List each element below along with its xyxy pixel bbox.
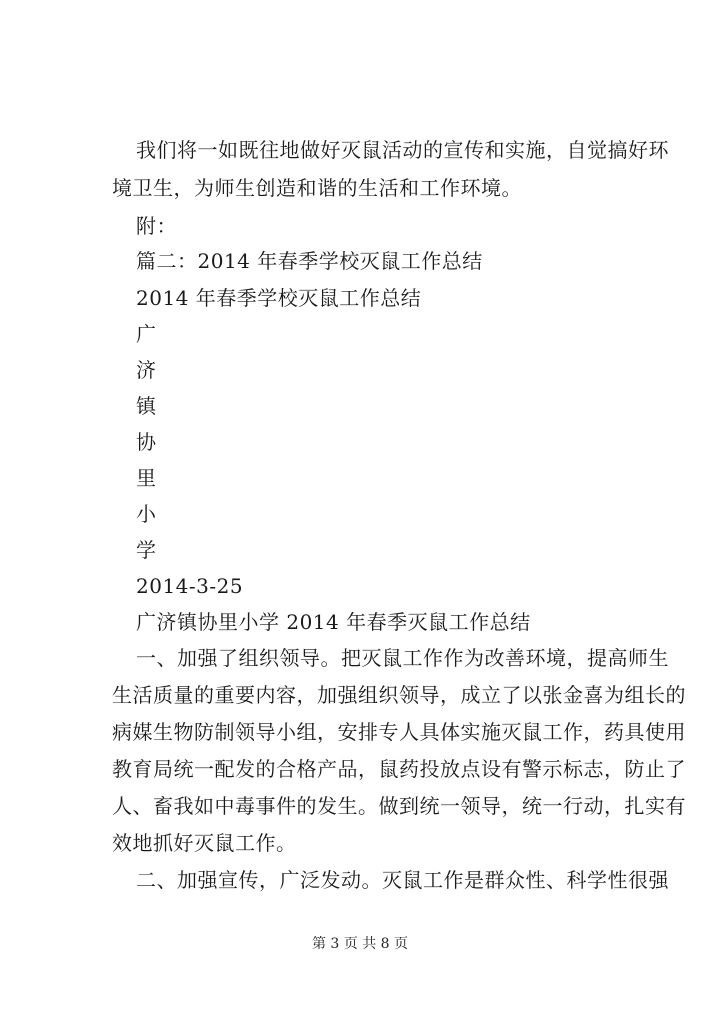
paragraph-line: 教育局统一配发的合格产品，鼠药投放点设有警示标志，防止了 <box>112 757 686 781</box>
paragraph-line: 我们将一如既往地做好灭鼠活动的宣传和实施，自觉搞好环 <box>136 138 669 162</box>
paragraph-line: 境卫生，为师生创造和谐的生活和工作环境。 <box>112 176 522 200</box>
vertical-char: 镇 <box>136 394 157 418</box>
vertical-char: 里 <box>136 466 157 490</box>
section-heading: 篇二：2014 年春季学校灭鼠工作总结 <box>136 249 483 273</box>
vertical-char: 协 <box>136 430 157 454</box>
vertical-char: 学 <box>136 538 157 562</box>
paragraph-line: 人、畜我如中毒事件的发生。做到统一领导，统一行动，扎实有 <box>112 794 686 818</box>
paragraph-line: 病媒生物防制领导小组，安排专人具体实施灭鼠工作，药具使用 <box>112 720 686 744</box>
paragraph-line: 一、加强了组织领导。把灭鼠工作作为改善环境，提高师生 <box>136 646 669 670</box>
page-footer: 第 3 页 共 8 页 <box>311 936 409 952</box>
vertical-char: 济 <box>136 358 157 382</box>
paragraph-line: 生活质量的重要内容，加强组织领导，成立了以张金喜为组长的 <box>112 683 686 707</box>
vertical-char: 小 <box>136 502 157 526</box>
attachment-label: 附： <box>136 214 177 238</box>
paragraph-line: 二、加强宣传，广泛发动。灭鼠工作是群众性、科学性很强 <box>136 868 669 892</box>
document-title: 2014 年春季学校灭鼠工作总结 <box>136 286 422 310</box>
paragraph-line: 效地抓好灭鼠工作。 <box>112 831 297 855</box>
vertical-char: 广 <box>136 322 157 346</box>
report-title: 广济镇协里小学 2014 年春季灭鼠工作总结 <box>136 610 531 634</box>
document-date: 2014-3-25 <box>136 574 244 598</box>
